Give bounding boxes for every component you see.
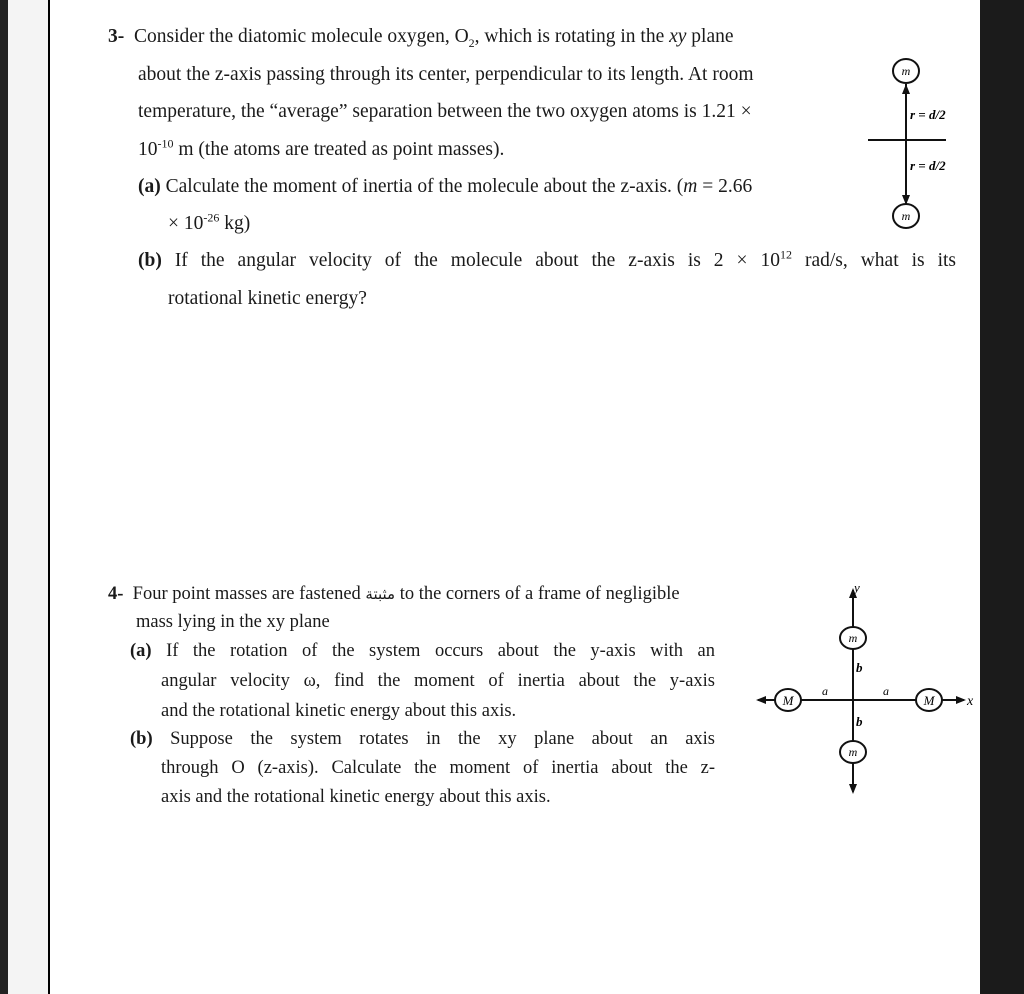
x-axis-arrowhead (956, 696, 966, 704)
q4-number: 4- (108, 584, 124, 604)
q4-part-b: (b) Suppose the system rotates in the xy plane about an axis (130, 729, 716, 749)
q4-part-a-label: (a) (130, 641, 152, 661)
q3-part-b: (b) If the angular velocity of the molecule about the z-axis is $2 \times 10^{12}$ rad/s, what is its (138, 247, 956, 271)
q3-part-a: (a) Calculate the moment of inertia of the molecule about the z-axis. (m = 2.66 (138, 176, 753, 197)
upper-arrowhead (902, 84, 910, 94)
x-axis-label: x (967, 694, 974, 709)
q3-line3: temperature, the “average” separation between the two oxygen atoms is 1.21 × (138, 101, 752, 122)
q3-line2: about the z-axis passing through its center, perpendicular to its length. At room (138, 64, 754, 85)
lower-arm-label: r = d/2 (910, 158, 946, 173)
right-a-label: a (883, 684, 889, 698)
q4-part-a-line2: angular velocity ω, find the moment of inertia about the y-axis (161, 671, 715, 691)
right-mass-label: M (923, 693, 935, 708)
bottom-mass-label: m (848, 745, 858, 759)
q4-part-a-line3: and the rotational kinetic energy about this axis. (161, 701, 517, 721)
lower-mass-label: m (901, 209, 911, 223)
q3-molecule-figure (860, 50, 980, 240)
top-mass-label: m (848, 631, 858, 645)
arabic-gloss: مثبتة (365, 585, 396, 603)
upper-b-label: b (856, 660, 863, 675)
x-axis-left-arrowhead (756, 696, 766, 704)
q3-part-a-label: (a) (138, 176, 161, 197)
q3-part-a-line2: × $10^{-26}$ kg) (168, 210, 251, 234)
q3-part-b-line2: rotational kinetic energy? (168, 288, 367, 309)
q4-line2: mass lying in the xy plane (136, 612, 330, 632)
y-axis-label: y (854, 580, 860, 595)
upper-arm-label: r = d/2 (910, 107, 946, 122)
q4-part-b-line2: through O (z-axis). Calculate the moment of inertia about the z- (161, 758, 715, 778)
q3-line1: 3- Consider the diatomic molecule oxygen, $O_2$, which is rotating in the xy plane (108, 26, 734, 50)
left-a-label: a (822, 684, 828, 698)
q4-masses-figure (750, 580, 980, 805)
q4-part-b-label: (b) (130, 729, 153, 749)
right-margin (980, 0, 1024, 994)
y-axis-lower-arrowhead (849, 784, 857, 794)
left-margin (0, 0, 48, 994)
q3-part-b-label: (b) (138, 250, 162, 271)
q4-line1: 4- Four point masses are fastened مثبتة to the corners of a frame of negligible (108, 584, 680, 604)
q3-line4: $10^{-10}$ m (the atoms are treated as point masses). (138, 136, 505, 160)
q4-part-b-line3: axis and the rotational kinetic energy about this axis. (161, 787, 551, 807)
left-mass-label: M (782, 693, 794, 708)
lower-b-label: b (856, 714, 863, 729)
upper-mass-label: m (901, 64, 911, 78)
q3-number: 3- (108, 26, 125, 47)
q4-part-a: (a) If the rotation of the system occurs about the y-axis with an (130, 641, 715, 661)
